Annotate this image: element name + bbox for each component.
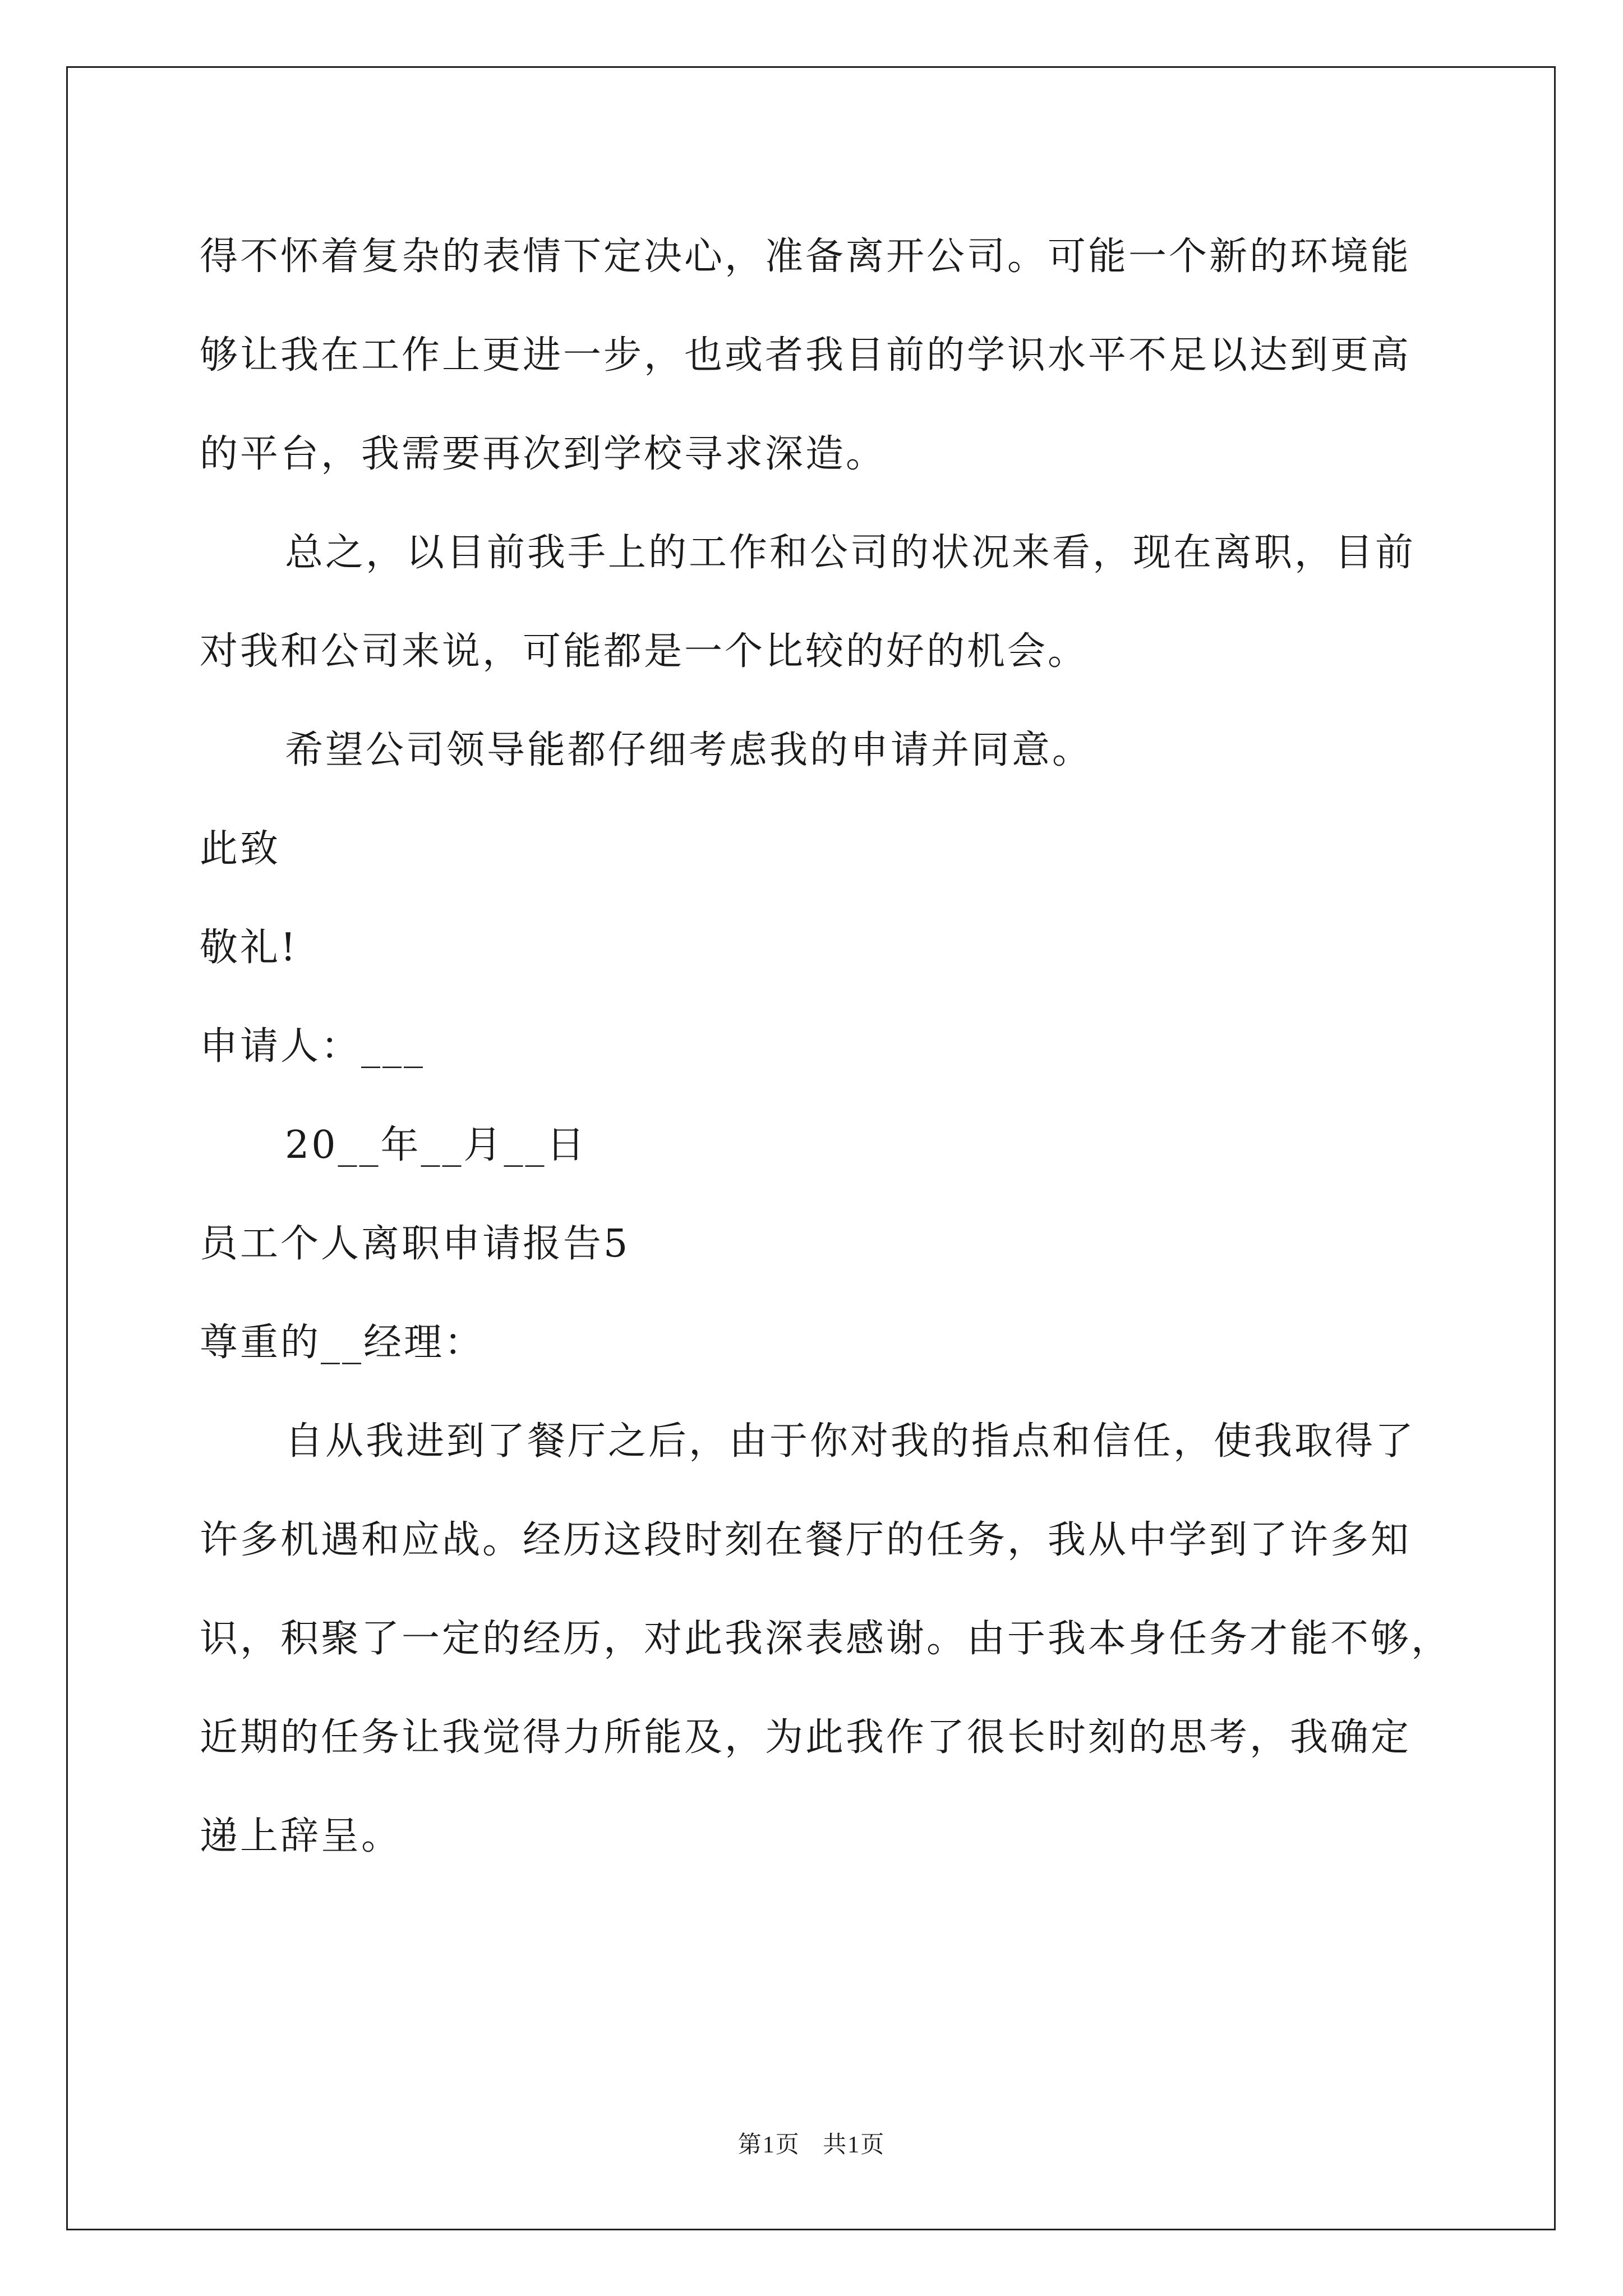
body-line: 得不怀着复杂的表情下定决心，准备离开公司。可能一个新的环境能 — [200, 234, 1412, 279]
body-line: 对我和公司来说，可能都是一个比较的好的机会。 — [200, 629, 1089, 674]
closing-salutation: 此致 — [200, 827, 281, 871]
body-line: 够让我在工作上更进一步，也或者我目前的学识水平不足以达到更高 — [200, 333, 1412, 378]
page-number: 第1页 — [737, 2132, 800, 2158]
applicant-signature: 申请人：___ — [200, 1024, 426, 1069]
date-line: 20__年__月__日 — [285, 1123, 587, 1167]
page-footer — [0, 2126, 1623, 2160]
greeting: 尊重的__经理： — [200, 1320, 485, 1365]
body-line: 许多机遇和应战。经历这段时刻在餐厅的任务，我从中学到了许多知 — [200, 1518, 1412, 1562]
closing-regards: 敬礼! — [200, 926, 298, 970]
body-line: 的平台，我需要再次到学校寻求深造。 — [200, 432, 887, 476]
paragraph-start: 总之，以目前我手上的工作和公司的状况来看，现在离职，目前 — [285, 531, 1416, 575]
body-line: 递上辞呈。 — [200, 1814, 402, 1858]
section-title: 员工个人离职申请报告5 — [200, 1222, 630, 1266]
paragraph-start: 自从我进到了餐厅之后，由于你对我的指点和信任，使我取得了 — [285, 1419, 1416, 1464]
body-line: 近期的任务让我觉得力所能及，为此我作了很长时刻的思考，我确定 — [200, 1715, 1412, 1760]
body-line: 识，积聚了一定的经历，对此我深表感谢。由于我本身任务才能不够， — [200, 1617, 1452, 1661]
paragraph-start: 希望公司领导能都仔细考虑我的申请并同意。 — [285, 728, 1093, 772]
document-body — [200, 208, 1452, 1886]
page-total: 共1页 — [823, 2132, 886, 2158]
